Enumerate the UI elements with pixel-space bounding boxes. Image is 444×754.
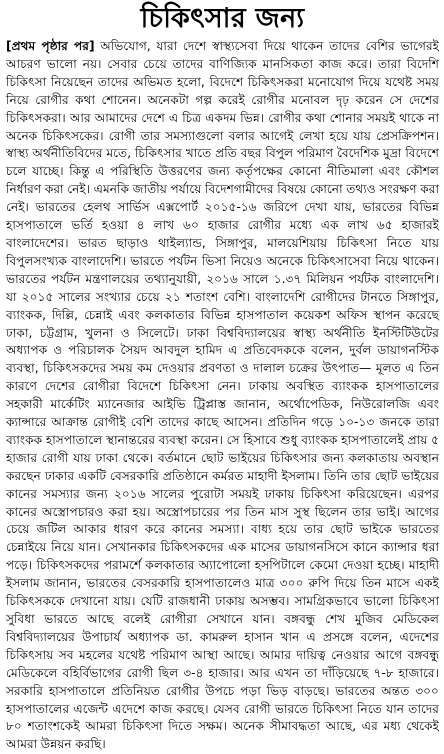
article-body (6, 38, 439, 754)
continued-from-front-page-label: [প্রথম পৃষ্ঠার পর] (6, 39, 95, 53)
article-headline: চিকিৎসার জন্য (140, 3, 305, 34)
article-body-text: অভিযোগ, যারা দেশে স্বাস্থ্যসেবা দিয়ে থাকেন তাদের বেশির ভাগেরই আচরণ ভালো নয়। সেবার চেয়ে তাদের বাণিজ্যিক মানসিকতা কাজ করে। তারা বিদেশি চিকিৎসা নিয়েছেন তাদের অভিমত হলো, বিদেশে চিকিৎসকরা মনোযোগ দিয়ে যথেষ্ট সময় নিয়ে রোগীর কথা শোনেন। অনেকটা গল্প করেই রোগীর মনোবল দৃঢ় করেন সে দেশের চিকিৎসকরা। আর আমাদের দেশে এ চিত্র একদম ভিন্ন। রোগীর কথা শোনার সময়ই থাকে না অনেক চিকিৎসকের। রোগী তার সমস্যাগুলো বলার আগেই লেখা হয়ে যায় প্রেসক্রিপশন। স্বাস্থ্য অর্থনীতিবিদের মতে, চিকিৎসার খাতে প্রতি বছর বিপুল পরিমাণ বৈদেশিক মুদ্রা বিদেশে চলে যাচ্ছে। কিন্তু এ পরিস্থিতি উত্তরণের জন্য কর্তৃপক্ষের কোনো নীতিমালা এবং কৌশল নির্ধারণ করা নেই। এমনকি জাতীয় পর্যায়ে বিদেশগামীদের বিষয়ে কোনো তথ্যও সংরক্ষণ করা নেই। ভারতের হেলথ সার্ভিস এক্সপোর্ট ২০১৫-১৬ জরিপে দেখা যায়, ভারতের বিভিন্ন হাসপাতালে ভর্তি হওয়া ৪ লাখ ৬০ হাজার রোগীর মধ্যে এক লাখ ৬৫ হাজারই বাংলাদেশের। ভারত ছাড়াও থাইল্যান্ড, সিঙ্গাপুর, মালয়েশিয়ায় চিকিৎসা নিতে যায় বিপুলসংখ্যক বাংলাদেশি। ভারতে পর্যটন ভিসা নিয়েও অনেকে চিকিৎসাসেবা নিয়ে থাকেন। ভারতের পর্যটন মন্ত্রণালয়ের তথ্যানুযায়ী, ২০১৬ সালে ১.৩৭ মিলিয়ন পর্যটক বাংলাদেশি। যা ২০১৫ সালের সংখ্যার চেয়ে ২১ শতাংশ বেশি। বাংলাদেশি রোগীদের টানতে সিঙ্গাপুর, ব্যাংকক, দিল্লি, চেন্নাই এবং কলকাতার বিভিন্ন হাসপাতাল কয়েকশ অফিস স্থাপন করেছে ঢাকা, চট্টগ্রাম, খুলনা ও সিলেটে। ঢাকা বিশ্ববিদ্যালয়ের স্বাস্থ্য অর্থনীতি ইনস্টিটিউটের অধ্যাপক ও পরিচালক সৈয়দ আবদুল হামিদ এ প্রতিবেদককে বলেন, দুর্বল ডায়াগনস্টিক ব্যবস্থা, চিকিৎসকদের সময় কম দেওয়ার প্রবণতা ও দালাল চক্রের উৎপাত— মূলত এ তিন কারণে দেশের রোগীরা বিদেশে চিকিৎসা নেন। ঢাকায় অবস্থিত ব্যাংকক হাসপাতালের সহকারী মার্কেটিং ম্যানেজার আইভি ট্রিপ্লাস্ত জানান, অর্থোপেডিক, নিউরোলজি এবং ক্যান্সারে আক্রান্ত রোগীই বেশি তাদের কাছে আসেন। প্রতিদিন গড়ে ১০-১৩ জনকে তারা ব্যাংকক হাসপাতালে স্থানান্তরের ব্যবস্থা করেন। সে হিসাবে শুধু ব্যাংকক হাসপাতালেই প্রায় ৫ হাজার রোগী যায় ঢাকা থেকে। বর্তমানে ছোট ভাইয়ের চিকিৎসার জন্য কলকাতায় অবস্থান করছেন ঢাকার একটি বেসরকারি প্রতিষ্ঠানে কর্মরত মাহাদী ইসলাম। তিনি তার ছোট ভাইয়ের কানের সমস্যার জন্য ২০১৬ সালের পুরোটা সময়ই ঢাকায় চিকিৎসা করিয়েছেন। এরপর কানের অস্ত্রোপচারও করা হয়। অস্ত্রোপচারের পর তিন মাস সুস্থ ছিলেন তার ভাই। আগের চেয়ে জটিল আকার ধারণ করে কানের সমস্যা। বাধ্য হয়ে তার ছোট ভাইকে ভারতের চেন্নাইয়ে নিয়ে যান। সেখানকার চিকিৎসকদের এক মাসের ডায়াগনসিসে কানে ক্যান্সার ধরা পড়ে। চিকিৎসকদের পরামর্শে কলকাতার অ্যাপোলো হসপিটালে কেমো দেওয়া হচ্ছে। মাহাদী ইসলাম জানান, ভারতের বেসরকারি হাসপাতালেও মাত্র ৩০০ রুপি দিয়ে তিন মাসে একই চিকিৎসককে দেখানো যায়। যেটি রাজধানী ঢাকায় অসম্ভব। সামগ্রিকভাবে ভালো চিকিৎসা সুবিধা ভারতে আছে বলেই রোগীরা সেখানে যান। বঙ্গবন্ধু শেখ মুজিব মেডিকেল বিশ্ববিদ্যালয়ের উপাচার্য অধ্যাপক ডা. কামরুল হাসান খান এ প্রসঙ্গে বলেন, এদেশের চিকিৎসায় সব মহলের যথেষ্ট পরিমাণ আস্থা আছে। আমার দায়িত্ব নেওয়ার আগে বঙ্গবন্ধু মেডিকেলে বহির্বিভাগের রোগী ছিল ৩-৪ হাজার। আর এখন তা দাঁড়িয়েছে ৭-৮ হাজারে। সরকারি হাসপাতালে প্রতিনিয়ত রোগীর উপচে পড়া ভিড় বাড়ছে। ভারতের অন্তত ৩০০ হাসপাতালের এজেন্ট এদেশে কাজ করছে। যেসব রোগী ভারতে চিকিৎসা নিতে যান তাদের ৮০ শতাংশকেই আমরা চিকিৎসা দিতে সক্ষম। অনেক সীমাবদ্ধতা আছে, এর মধ্য থেকেই আমরা উন্নয়ন করছি। (6, 39, 439, 752)
